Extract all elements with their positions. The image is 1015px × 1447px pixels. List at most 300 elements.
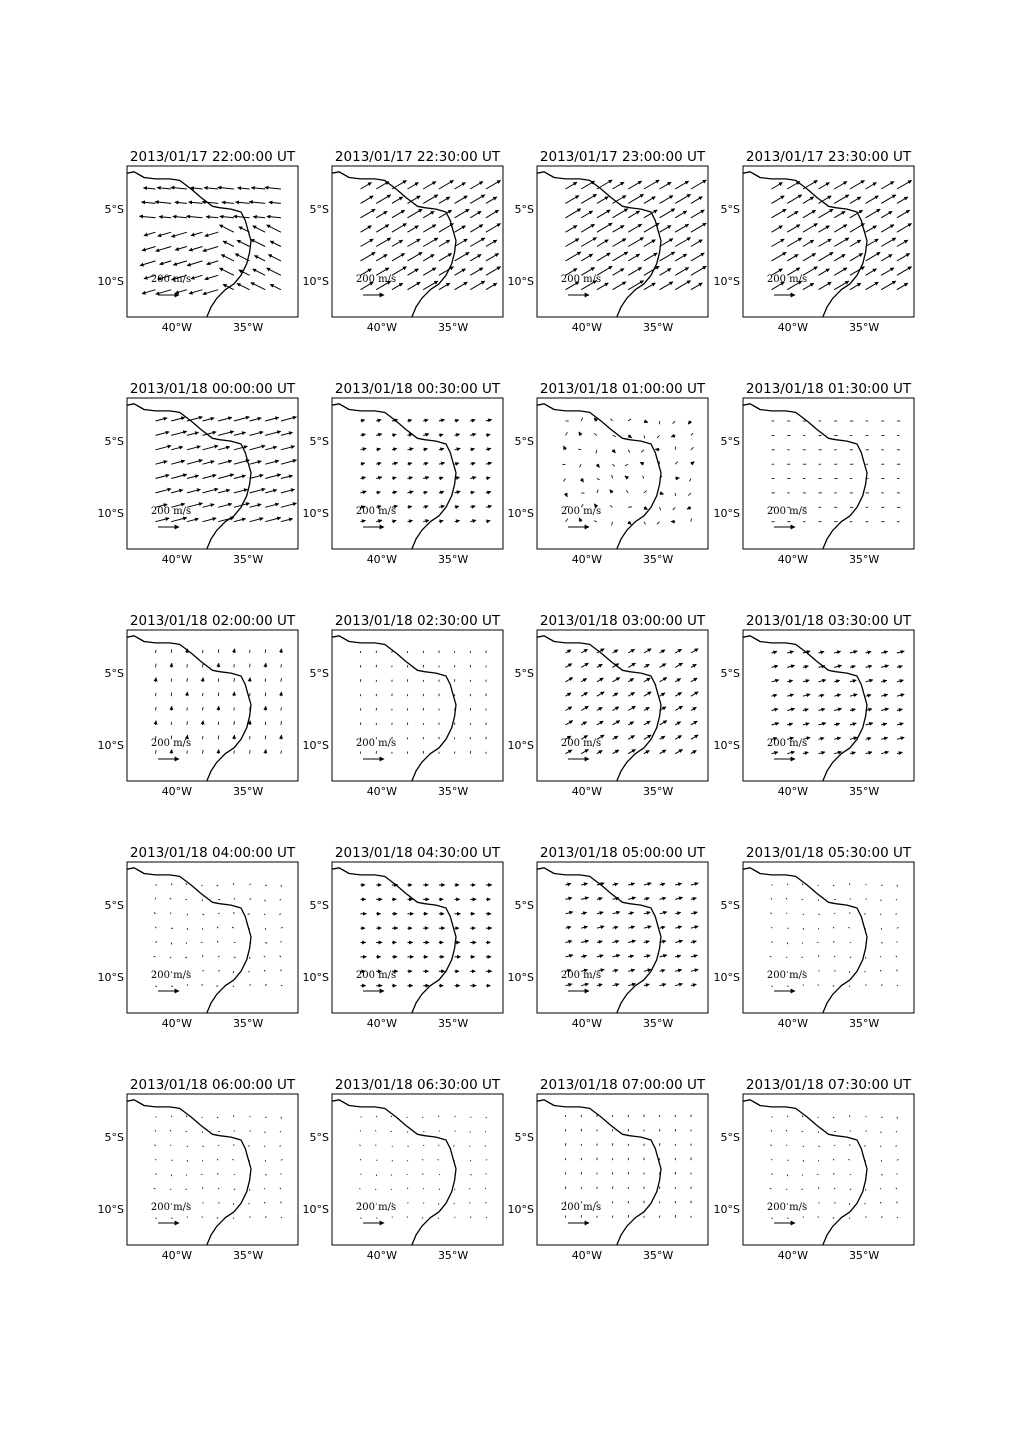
wind-vector xyxy=(470,1175,471,1176)
wind-vector xyxy=(628,419,631,421)
y-tick-label: 5°S xyxy=(309,899,329,913)
wind-vector xyxy=(203,678,204,682)
wind-vector xyxy=(691,266,706,275)
wind-vector xyxy=(408,252,423,261)
x-tick-label: 40°W xyxy=(777,553,809,566)
wind-vector xyxy=(234,678,235,682)
wind-vector xyxy=(234,446,248,450)
wind-vector xyxy=(660,970,666,972)
wind-vector xyxy=(265,663,266,667)
wind-vector xyxy=(866,899,867,900)
y-tick-label: 5°S xyxy=(309,667,329,681)
wind-vector xyxy=(866,884,867,885)
wind-vector xyxy=(691,883,698,885)
wind-vector xyxy=(660,750,666,754)
wind-vector xyxy=(803,1160,804,1161)
wind-vector xyxy=(866,209,881,218)
wind-vector xyxy=(834,956,835,957)
wind-vector xyxy=(143,188,155,189)
y-tick-label: 5°S xyxy=(720,1131,740,1145)
panel-frame xyxy=(332,398,503,549)
wind-vector xyxy=(234,649,235,653)
wind-vector xyxy=(219,268,234,275)
wind-vector xyxy=(187,721,188,725)
wind-vector xyxy=(189,202,203,203)
reference-arrow-label: 200 m/s xyxy=(766,506,808,517)
reference-arrow-label: 200 m/s xyxy=(355,274,397,285)
wind-vector xyxy=(660,678,667,682)
wind-vector xyxy=(660,225,672,232)
wind-vector xyxy=(644,253,657,261)
wind-vector xyxy=(154,1145,155,1146)
y-tick-label: 5°S xyxy=(514,1131,534,1145)
wind-vector xyxy=(802,884,803,885)
wind-vector xyxy=(422,1117,423,1118)
wind-vector xyxy=(250,721,251,725)
y-tick-label: 5°S xyxy=(309,1131,329,1145)
wind-vector xyxy=(265,943,267,944)
wind-vector xyxy=(281,476,293,479)
wind-vector xyxy=(597,721,603,725)
reference-arrow-label: 200 m/s xyxy=(766,274,808,285)
wind-vector xyxy=(265,736,266,740)
wind-vector xyxy=(281,503,297,507)
wind-vector xyxy=(232,927,234,928)
wind-vector xyxy=(203,750,204,754)
wind-vector xyxy=(566,984,573,986)
wind-vector xyxy=(644,750,650,753)
coastline xyxy=(332,1100,456,1245)
wind-vector xyxy=(392,477,396,478)
wind-vector xyxy=(156,461,168,464)
wind-vector xyxy=(834,724,840,725)
y-tick-label: 10°S xyxy=(302,275,329,289)
wind-vector xyxy=(866,1216,867,1217)
wind-vector xyxy=(281,417,297,421)
wind-vector xyxy=(154,956,156,957)
wind-vector xyxy=(202,202,218,204)
wind-vector xyxy=(470,1160,471,1161)
wind-vector xyxy=(156,721,157,725)
wind-vector xyxy=(217,941,218,943)
y-tick-label: 5°S xyxy=(720,203,740,217)
wind-vector xyxy=(581,956,587,957)
panel-title: 2013/01/18 03:30:00 UT xyxy=(745,613,912,629)
reference-arrow-label: 200 m/s xyxy=(560,274,602,285)
wind-vector xyxy=(486,267,501,276)
wind-vector xyxy=(611,419,613,421)
wind-vector xyxy=(787,986,788,987)
wind-vector xyxy=(423,492,427,493)
wind-vector xyxy=(644,664,650,667)
coastline xyxy=(127,172,251,317)
wind-vector xyxy=(187,519,199,522)
wind-vector xyxy=(234,476,246,479)
wind-vector xyxy=(234,957,236,958)
wind-vector xyxy=(191,232,203,235)
wind-vector xyxy=(250,957,251,959)
wind-vector xyxy=(566,707,572,711)
wind-vector xyxy=(787,225,800,233)
wind-vector xyxy=(470,268,483,276)
wind-vector xyxy=(819,723,826,725)
wind-vector xyxy=(265,679,266,682)
panel-frame xyxy=(332,1094,503,1245)
wind-vector xyxy=(655,449,659,450)
wind-vector xyxy=(834,225,847,233)
wind-vector xyxy=(772,252,787,261)
wind-vector xyxy=(281,751,282,754)
wind-vector xyxy=(688,493,691,496)
wind-vector xyxy=(171,706,172,710)
wind-vector xyxy=(613,450,616,453)
quiver-panel xyxy=(98,845,298,1030)
wind-vector xyxy=(470,477,476,479)
wind-vector xyxy=(628,883,635,885)
wind-vector xyxy=(470,182,483,190)
quiver-panel xyxy=(98,381,298,566)
x-tick-label: 40°W xyxy=(571,553,603,566)
quiver-panel xyxy=(303,845,503,1030)
wind-vector xyxy=(156,693,157,696)
wind-vector xyxy=(897,928,899,929)
wind-vector xyxy=(408,477,413,478)
wind-vector xyxy=(675,478,679,479)
wind-vector xyxy=(486,420,492,422)
wind-vector xyxy=(660,721,667,725)
wind-vector xyxy=(170,913,171,914)
wind-vector xyxy=(265,722,266,725)
wind-vector xyxy=(691,649,698,653)
wind-vector xyxy=(834,211,845,218)
wind-vector xyxy=(265,518,281,522)
wind-vector xyxy=(455,1131,456,1132)
wind-vector xyxy=(644,507,648,509)
x-tick-label: 40°W xyxy=(777,1017,809,1030)
wind-vector xyxy=(802,957,803,958)
wind-vector xyxy=(613,269,625,276)
wind-vector xyxy=(691,912,698,914)
wind-vector xyxy=(673,507,676,510)
wind-vector xyxy=(171,518,187,522)
x-tick-label: 40°W xyxy=(161,785,193,798)
wind-vector xyxy=(833,1218,835,1219)
y-tick-label: 10°S xyxy=(713,739,740,753)
wind-vector xyxy=(376,1218,377,1219)
wind-vector xyxy=(423,182,436,190)
y-tick-label: 10°S xyxy=(507,1203,534,1217)
wind-vector xyxy=(613,252,628,261)
wind-vector xyxy=(376,195,391,204)
wind-vector xyxy=(486,1117,487,1118)
wind-vector xyxy=(628,926,635,928)
wind-vector xyxy=(175,202,187,203)
wind-vector xyxy=(361,1174,362,1175)
wind-vector xyxy=(156,650,157,653)
x-tick-label: 40°W xyxy=(161,1249,193,1262)
wind-vector xyxy=(581,722,587,725)
wind-vector xyxy=(610,505,613,507)
wind-vector xyxy=(581,692,587,696)
wind-vector xyxy=(566,252,581,261)
wind-vector xyxy=(644,180,659,189)
wind-vector xyxy=(439,283,450,290)
wind-vector xyxy=(186,883,187,885)
wind-vector xyxy=(281,692,282,696)
wind-vector xyxy=(408,269,419,276)
wind-vector xyxy=(159,217,171,218)
wind-vector xyxy=(597,240,609,247)
wind-vector xyxy=(376,1116,377,1117)
wind-vector xyxy=(253,269,266,275)
quiver-panel xyxy=(98,149,298,334)
quiver-panel xyxy=(508,381,708,566)
wind-vector xyxy=(264,914,265,915)
wind-vector xyxy=(408,226,419,233)
wind-vector xyxy=(866,252,881,261)
wind-vector xyxy=(819,970,820,971)
wind-vector xyxy=(675,883,682,885)
wind-vector xyxy=(439,197,450,204)
wind-vector xyxy=(265,474,281,478)
panel-frame xyxy=(537,862,708,1013)
wind-vector xyxy=(628,692,634,696)
wind-vector xyxy=(691,955,698,957)
wind-vector xyxy=(787,651,793,653)
wind-vector xyxy=(850,694,857,696)
wind-vector xyxy=(581,224,594,232)
wind-vector xyxy=(265,885,267,886)
wind-vector xyxy=(628,211,640,218)
wind-vector xyxy=(834,651,841,653)
wind-vector xyxy=(391,1189,392,1190)
wind-vector xyxy=(155,202,171,204)
x-tick-label: 35°W xyxy=(848,321,880,334)
wind-vector xyxy=(265,490,277,493)
wind-vector xyxy=(881,709,888,711)
wind-vector xyxy=(203,504,215,507)
wind-vector xyxy=(675,692,681,696)
wind-vector xyxy=(361,209,376,218)
wind-vector xyxy=(171,884,172,886)
reference-arrow-label: 200 m/s xyxy=(150,1202,192,1213)
wind-vector xyxy=(628,912,634,914)
wind-vector xyxy=(866,695,872,697)
y-tick-label: 10°S xyxy=(302,739,329,753)
wind-vector xyxy=(265,649,266,653)
wind-vector xyxy=(819,1146,820,1147)
wind-vector xyxy=(392,1160,393,1161)
wind-vector xyxy=(170,957,171,958)
wind-vector xyxy=(265,1216,266,1217)
quiver-panel xyxy=(508,149,708,334)
wind-vector xyxy=(786,898,787,899)
wind-vector xyxy=(455,463,459,464)
quiver-panel xyxy=(303,381,503,566)
wind-vector xyxy=(408,491,414,493)
coastline xyxy=(332,868,456,1013)
wind-vector xyxy=(392,224,407,233)
wind-vector xyxy=(897,885,898,887)
wind-vector xyxy=(644,955,650,957)
wind-vector xyxy=(819,914,820,915)
panel-title: 2013/01/18 05:00:00 UT xyxy=(539,845,706,861)
wind-vector xyxy=(170,898,171,900)
wind-vector xyxy=(597,464,600,467)
wind-vector xyxy=(238,188,250,189)
coastline xyxy=(743,868,867,1013)
y-tick-label: 10°S xyxy=(97,507,124,521)
coastline xyxy=(127,404,251,549)
wind-vector xyxy=(361,183,372,190)
coastline xyxy=(537,404,661,549)
x-tick-label: 35°W xyxy=(848,1249,880,1262)
wind-vector xyxy=(281,489,295,493)
wind-vector xyxy=(613,435,617,436)
coastline xyxy=(743,404,867,549)
wind-vector xyxy=(376,449,380,450)
wind-vector xyxy=(187,432,199,435)
wind-vector xyxy=(643,476,644,479)
wind-vector xyxy=(613,282,627,290)
y-tick-label: 10°S xyxy=(507,507,534,521)
wind-vector xyxy=(675,181,689,189)
wind-vector xyxy=(566,182,578,189)
wind-vector xyxy=(422,1159,423,1160)
wind-vector xyxy=(439,224,454,233)
reference-arrow-label: 200 m/s xyxy=(766,970,808,981)
wind-vector xyxy=(439,506,445,508)
wind-vector xyxy=(218,970,220,971)
wind-vector xyxy=(644,283,656,290)
wind-vector xyxy=(597,180,612,189)
wind-vector xyxy=(201,885,202,886)
panel-title: 2013/01/17 22:30:00 UT xyxy=(334,149,501,165)
wind-vector xyxy=(392,253,405,261)
wind-vector xyxy=(423,1145,424,1146)
wind-vector xyxy=(675,267,689,275)
wind-vector xyxy=(376,254,387,261)
wind-vector xyxy=(218,1145,219,1146)
panel-frame xyxy=(743,862,914,1013)
wind-vector xyxy=(171,490,183,493)
wind-vector xyxy=(660,955,667,957)
wind-vector xyxy=(819,695,825,697)
wind-vector xyxy=(141,202,155,203)
wind-vector xyxy=(361,477,366,478)
wind-vector xyxy=(613,209,628,218)
wind-vector xyxy=(566,432,568,435)
wind-vector xyxy=(850,899,851,900)
panel-title: 2013/01/18 04:30:00 UT xyxy=(334,845,501,861)
wind-vector xyxy=(691,433,693,435)
y-tick-label: 10°S xyxy=(302,971,329,985)
wind-vector xyxy=(849,1115,850,1117)
wind-vector xyxy=(423,520,429,522)
wind-vector xyxy=(265,1117,266,1118)
y-tick-label: 5°S xyxy=(514,435,534,449)
wind-vector xyxy=(156,432,170,436)
wind-vector xyxy=(470,449,474,450)
wind-vector xyxy=(628,450,630,453)
panel-title: 2013/01/18 01:00:00 UT xyxy=(539,381,706,397)
wind-vector xyxy=(234,735,235,739)
x-tick-label: 35°W xyxy=(848,553,880,566)
wind-vector xyxy=(265,706,266,710)
wind-vector xyxy=(156,750,157,754)
wind-vector xyxy=(880,1202,881,1203)
wind-vector xyxy=(675,447,676,450)
wind-vector xyxy=(597,490,598,493)
wind-vector xyxy=(597,898,603,900)
wind-vector xyxy=(170,1145,171,1146)
y-tick-label: 10°S xyxy=(302,1203,329,1217)
wind-vector xyxy=(455,209,470,218)
wind-vector xyxy=(455,520,460,521)
wind-vector xyxy=(264,1202,265,1203)
wind-vector xyxy=(486,224,501,233)
wind-vector xyxy=(408,209,423,218)
wind-vector xyxy=(597,253,610,261)
quiver-panel xyxy=(303,149,503,334)
wind-vector xyxy=(803,914,804,915)
wind-vector xyxy=(613,721,620,725)
wind-vector xyxy=(787,694,793,696)
wind-vector xyxy=(644,926,651,928)
y-tick-label: 10°S xyxy=(713,275,740,289)
wind-vector xyxy=(171,461,185,465)
wind-vector xyxy=(881,885,882,886)
wind-vector xyxy=(897,253,910,261)
wind-vector xyxy=(203,693,204,696)
wind-vector xyxy=(786,913,787,914)
wind-vector xyxy=(896,899,897,900)
wind-vector xyxy=(156,518,170,522)
wind-vector xyxy=(156,986,157,987)
wind-vector xyxy=(660,693,665,696)
wind-vector xyxy=(613,884,619,886)
wind-vector xyxy=(486,210,499,218)
wind-vector xyxy=(628,956,634,957)
wind-vector xyxy=(361,196,374,204)
wind-vector xyxy=(361,239,374,247)
x-tick-label: 35°W xyxy=(232,553,264,566)
wind-vector xyxy=(250,461,262,464)
wind-vector xyxy=(628,435,632,437)
wind-vector xyxy=(644,735,651,739)
wind-vector xyxy=(625,464,628,466)
coastline xyxy=(537,636,661,781)
wind-vector xyxy=(251,283,265,290)
reference-arrow-label: 200 m/s xyxy=(355,738,397,749)
coastline xyxy=(127,636,251,781)
wind-vector xyxy=(626,490,628,493)
wind-vector xyxy=(455,420,459,421)
wind-vector xyxy=(613,678,620,682)
wind-vector xyxy=(597,678,603,682)
panel-title: 2013/01/18 00:30:00 UT xyxy=(334,381,501,397)
wind-vector xyxy=(675,984,682,986)
wind-vector xyxy=(691,180,706,189)
wind-vector xyxy=(850,723,856,725)
wind-vector xyxy=(269,202,281,203)
wind-vector xyxy=(896,914,897,915)
wind-vector xyxy=(201,942,203,943)
x-tick-label: 40°W xyxy=(366,553,398,566)
wind-vector xyxy=(597,197,609,204)
wind-vector xyxy=(628,749,635,753)
wind-vector xyxy=(470,195,485,204)
